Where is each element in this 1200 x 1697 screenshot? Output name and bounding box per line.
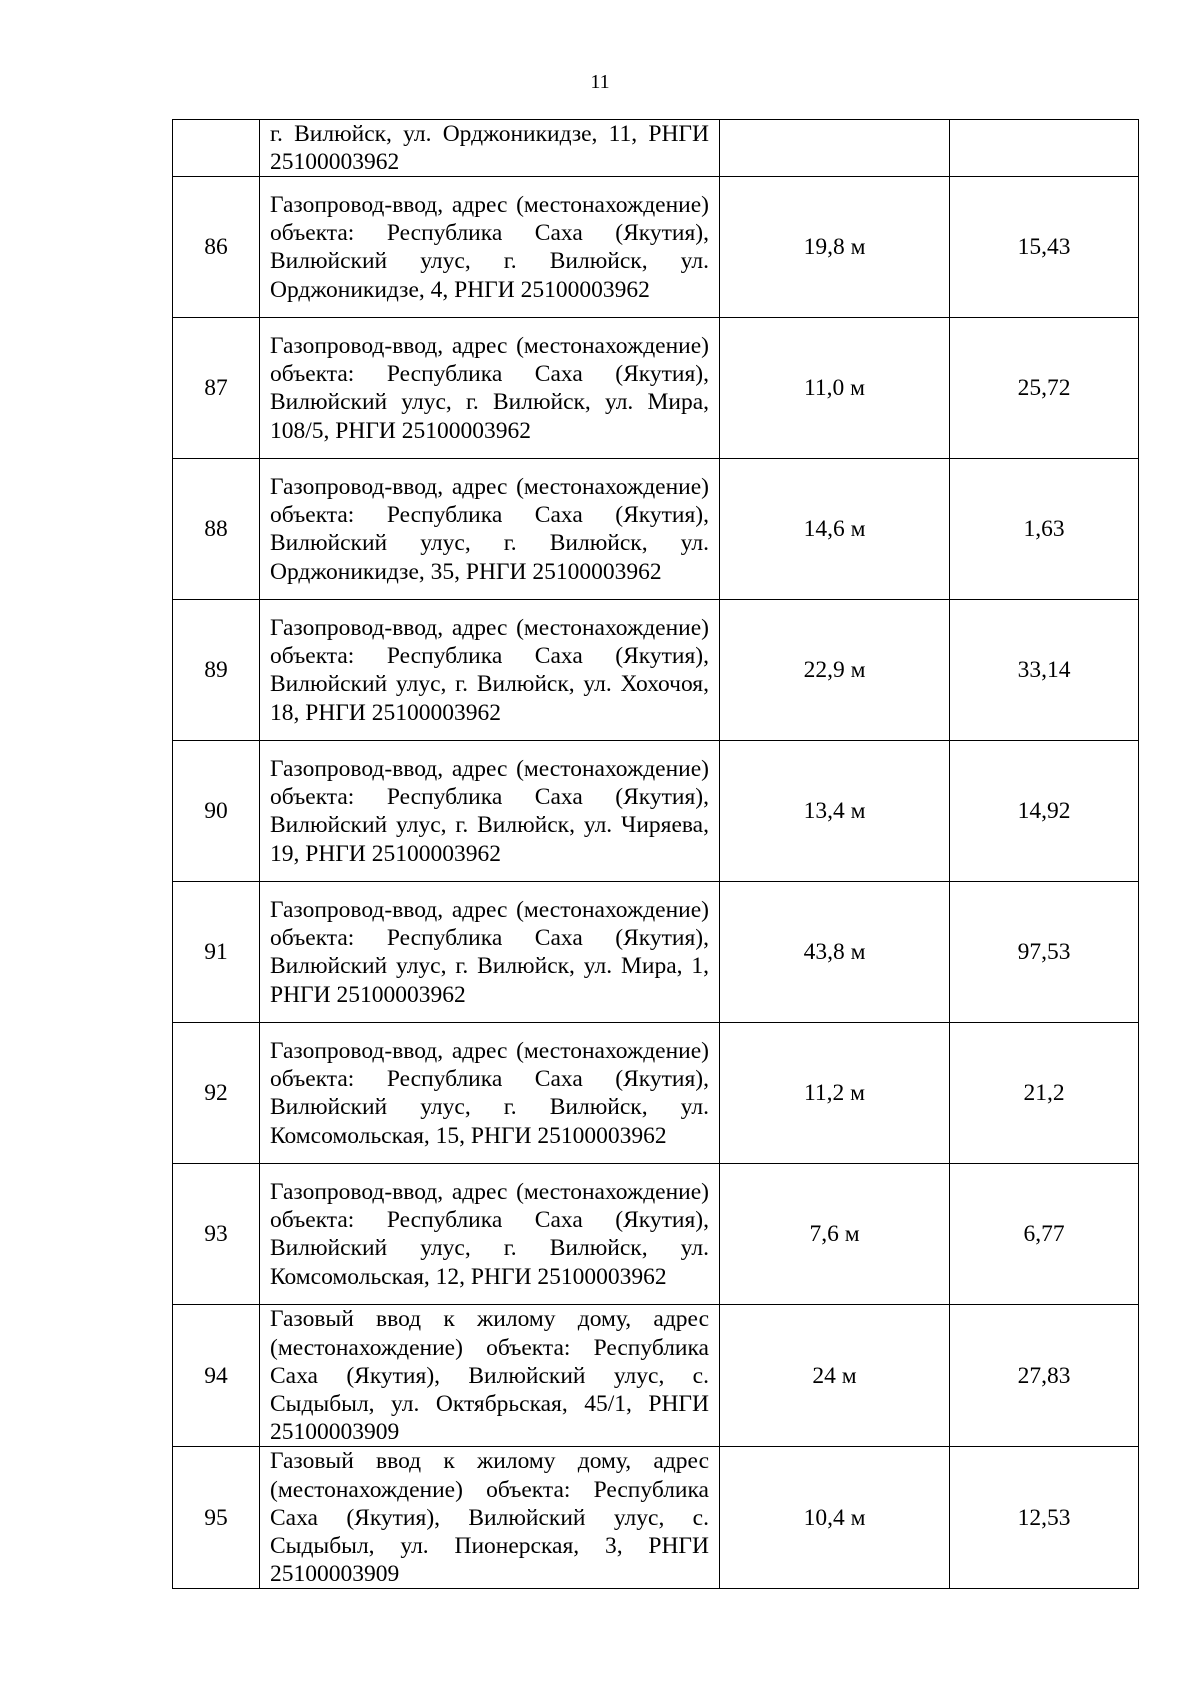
object-length [720, 120, 950, 177]
object-length: 7,6 м [720, 1164, 950, 1305]
object-length: 19,8 м [720, 177, 950, 318]
object-description: Газопровод-ввод, адрес (местонахождение) объекта: Республика Саха (Якутия), Вилюйский улус, г. Вилюйск, ул. Чиряева, 19, РНГИ 25100003962 [260, 741, 720, 882]
table-row [173, 741, 1139, 882]
row-number: 88 [173, 459, 260, 600]
object-value [950, 120, 1139, 177]
object-value: 14,92 [950, 741, 1139, 882]
row-number: 91 [173, 882, 260, 1023]
object-value: 12,53 [950, 1447, 1139, 1589]
object-length: 24 м [720, 1305, 950, 1447]
row-number: 90 [173, 741, 260, 882]
page-number: 11 [590, 71, 610, 93]
table-row [173, 120, 1139, 177]
object-length: 11,2 м [720, 1023, 950, 1164]
object-value: 6,77 [950, 1164, 1139, 1305]
table-row [173, 1305, 1139, 1447]
row-number: 86 [173, 177, 260, 318]
object-description: Газопровод-ввод, адрес (местонахождение) объекта: Республика Саха (Якутия), Вилюйский улус, г. Вилюйск, ул. Хохочоя, 18, РНГИ 25100003962 [260, 600, 720, 741]
object-length: 10,4 м [720, 1447, 950, 1589]
object-description: Газопровод-ввод, адрес (местонахождение) объекта: Республика Саха (Якутия), Вилюйский улус, г. Вилюйск, ул. Орджоникидзе, 35, РНГИ 25100003962 [260, 459, 720, 600]
object-description: Газовый ввод к жилому дому, адрес (местонахождение) объекта: Республика Саха (Якутия), Вилюйский улус, с. Сыдыбыл, ул. Октябрьская, 45/1, РНГИ 25100003909 [260, 1305, 720, 1447]
row-number: 94 [173, 1305, 260, 1447]
object-description: г. Вилюйск, ул. Орджоникидзе, 11, РНГИ 25100003962 [260, 120, 720, 177]
object-value: 1,63 [950, 459, 1139, 600]
row-number: 89 [173, 600, 260, 741]
object-description: Газопровод-ввод, адрес (местонахождение) объекта: Республика Саха (Якутия), Вилюйский улус, г. Вилюйск, ул. Орджоникидзе, 4, РНГИ 25100003962 [260, 177, 720, 318]
row-number: 93 [173, 1164, 260, 1305]
table-row [173, 1447, 1139, 1589]
object-value: 97,53 [950, 882, 1139, 1023]
table-row [173, 1023, 1139, 1164]
object-description: Газовый ввод к жилому дому, адрес (местонахождение) объекта: Республика Саха (Якутия), Вилюйский улус, с. Сыдыбыл, ул. Пионерская, 3, РНГИ 25100003909 [260, 1447, 720, 1589]
object-length: 14,6 м [720, 459, 950, 600]
table-row [173, 177, 1139, 318]
object-value: 33,14 [950, 600, 1139, 741]
object-value: 27,83 [950, 1305, 1139, 1447]
object-value: 21,2 [950, 1023, 1139, 1164]
object-length: 43,8 м [720, 882, 950, 1023]
object-description: Газопровод-ввод, адрес (местонахождение) объекта: Республика Саха (Якутия), Вилюйский улус, г. Вилюйск, ул. Комсомольская, 15, РНГИ 25100003962 [260, 1023, 720, 1164]
object-length: 11,0 м [720, 318, 950, 459]
row-number: 92 [173, 1023, 260, 1164]
objects-table [172, 119, 1139, 1589]
table-row [173, 600, 1139, 741]
row-number: 87 [173, 318, 260, 459]
object-description: Газопровод-ввод, адрес (местонахождение) объекта: Республика Саха (Якутия), Вилюйский улус, г. Вилюйск, ул. Комсомольская, 12, РНГИ 25100003962 [260, 1164, 720, 1305]
table-row [173, 882, 1139, 1023]
row-number: 95 [173, 1447, 260, 1589]
table-row [173, 459, 1139, 600]
object-description: Газопровод-ввод, адрес (местонахождение) объекта: Республика Саха (Якутия), Вилюйский улус, г. Вилюйск, ул. Мира, 1, РНГИ 25100003962 [260, 882, 720, 1023]
table-row [173, 1164, 1139, 1305]
row-number [173, 120, 260, 177]
object-description: Газопровод-ввод, адрес (местонахождение) объекта: Республика Саха (Якутия), Вилюйский улус, г. Вилюйск, ул. Мира, 108/5, РНГИ 25100003962 [260, 318, 720, 459]
object-length: 22,9 м [720, 600, 950, 741]
object-value: 25,72 [950, 318, 1139, 459]
table-row [173, 318, 1139, 459]
object-value: 15,43 [950, 177, 1139, 318]
object-length: 13,4 м [720, 741, 950, 882]
